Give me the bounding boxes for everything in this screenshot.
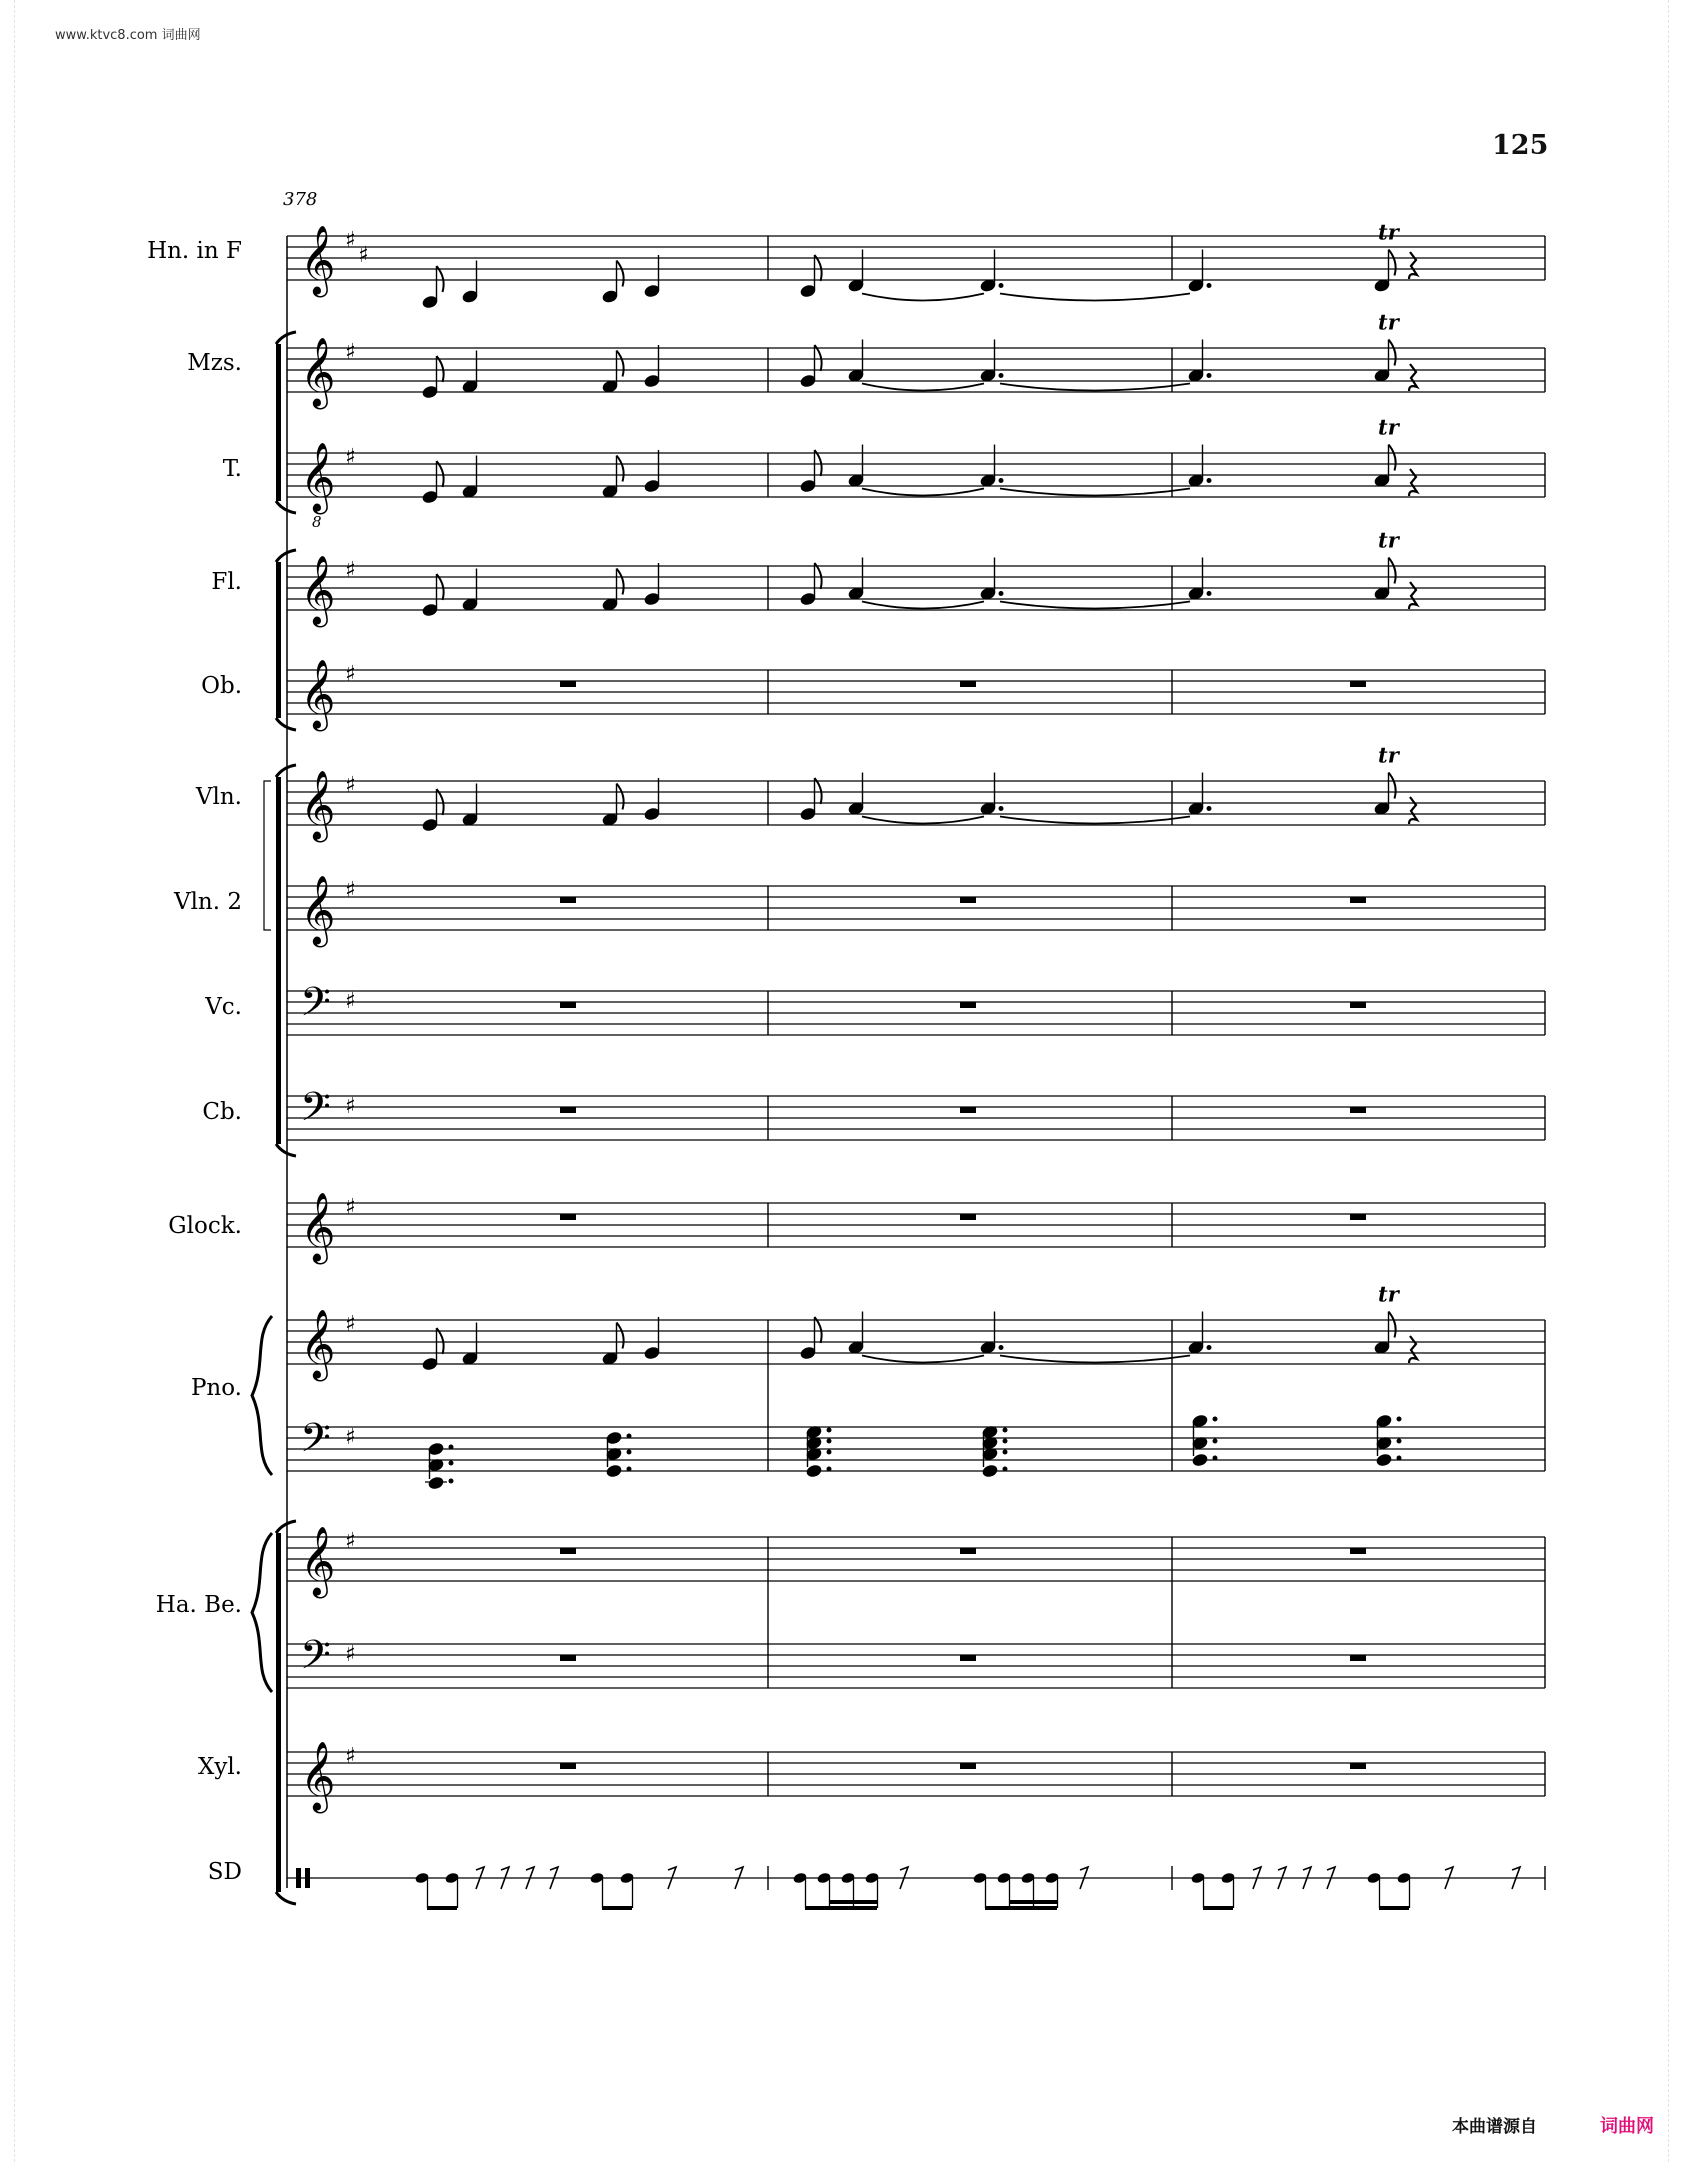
whole-rest — [560, 897, 576, 903]
sharp-icon: ♯ — [345, 1094, 356, 1119]
augmentation-dot — [449, 1461, 454, 1466]
bracket-bottom-hook — [276, 718, 296, 730]
trill-mark: tr — [1378, 309, 1399, 335]
footer-brand[interactable]: 词曲网 — [1600, 2116, 1654, 2137]
treble-clef-icon: 𝄞 — [300, 1741, 336, 1811]
tie — [1000, 294, 1190, 301]
sharp-icon: ♯ — [345, 989, 356, 1014]
whole-rest — [560, 681, 576, 687]
sharp-icon: ♯ — [345, 773, 356, 798]
augmentation-dot — [999, 591, 1004, 596]
staff — [287, 659, 1545, 731]
whole-rest — [960, 1107, 976, 1113]
whole-rest — [560, 1214, 576, 1220]
staff-label: Pno. — [190, 1375, 242, 1401]
augmentation-dot — [1213, 1439, 1218, 1444]
treble-clef-icon: 𝄞 — [300, 1309, 336, 1379]
staff — [287, 225, 1545, 297]
flag — [437, 461, 444, 487]
augmentation-dot — [1207, 283, 1212, 288]
bracket-top-hook — [276, 550, 296, 562]
beam — [1009, 1900, 1057, 1904]
trill-mark: tr — [1378, 414, 1399, 440]
flag — [617, 1323, 624, 1349]
staff-label: T. — [222, 456, 242, 482]
percussion-clef-icon — [305, 1868, 310, 1888]
augmentation-dot — [1397, 1439, 1402, 1444]
augmentation-dot — [1207, 806, 1212, 811]
staff — [287, 337, 1545, 409]
whole-rest — [1350, 1002, 1366, 1008]
flag — [617, 351, 624, 377]
staff — [287, 1741, 1545, 1813]
measure-number: 378 — [283, 189, 318, 210]
bracket-bar — [276, 562, 281, 718]
staff — [287, 1309, 1545, 1381]
quarter-rest — [1409, 797, 1417, 824]
tie — [862, 1356, 984, 1363]
quarter-rest — [1409, 582, 1417, 609]
sharp-icon: ♯ — [345, 1425, 356, 1450]
trill-mark: tr — [1378, 527, 1399, 553]
whole-rest — [960, 1002, 976, 1008]
flag — [815, 255, 822, 281]
augmentation-dot — [1207, 1345, 1212, 1350]
flag — [437, 789, 444, 815]
sharp-icon: ♯ — [345, 662, 356, 687]
tie — [1000, 489, 1190, 496]
staff-label: Ha. Be. — [155, 1592, 242, 1618]
beam — [602, 1906, 632, 1910]
whole-rest — [960, 1655, 976, 1661]
tie — [1000, 1356, 1190, 1363]
flag — [437, 266, 444, 292]
flag — [1389, 250, 1396, 276]
flag — [437, 356, 444, 382]
sharp-icon: ♯ — [358, 243, 369, 268]
whole-rest — [1350, 1107, 1366, 1113]
treble-clef-icon: 𝄞 — [300, 770, 336, 840]
piano-brace — [252, 1316, 272, 1475]
augmentation-dot — [1003, 1439, 1008, 1444]
augmentation-dot — [999, 806, 1004, 811]
staff — [287, 555, 1545, 627]
whole-rest — [560, 1655, 576, 1661]
augmentation-dot — [1003, 1450, 1008, 1455]
quarter-rest — [1409, 1336, 1417, 1363]
quarter-rest — [1409, 252, 1417, 279]
bracket-top-hook — [276, 332, 296, 344]
whole-rest — [960, 1548, 976, 1554]
staff — [287, 1868, 1545, 1888]
tie — [862, 817, 984, 824]
tie — [1000, 817, 1190, 824]
quarter-rest — [1409, 364, 1417, 391]
harp-brace — [252, 1533, 272, 1692]
bass-clef-icon: 𝄢 — [300, 1084, 331, 1140]
violins-subbracket — [264, 781, 271, 930]
flag — [815, 450, 822, 476]
whole-rest — [960, 681, 976, 687]
flag — [617, 569, 624, 595]
tie — [862, 384, 984, 391]
beam — [829, 1900, 877, 1904]
flag — [815, 778, 822, 804]
bracket-bottom-hook — [276, 501, 296, 513]
staff — [287, 770, 1545, 842]
treble-clef-icon: 𝄞 — [300, 1192, 336, 1262]
augmentation-dot — [449, 1445, 454, 1450]
sharp-icon: ♯ — [345, 1529, 356, 1554]
whole-rest — [560, 1107, 576, 1113]
augmentation-dot — [627, 1434, 632, 1439]
bracket-bottom-hook — [276, 1144, 296, 1156]
bracket-bar — [276, 777, 281, 1144]
augmentation-dot — [999, 478, 1004, 483]
staff-label: Vln. — [195, 784, 242, 810]
whole-rest — [560, 1002, 576, 1008]
staff — [287, 1415, 1545, 1471]
bracket-top-hook — [276, 765, 296, 777]
whole-rest — [960, 897, 976, 903]
augmentation-dot — [1213, 1417, 1218, 1422]
bracket-bar — [276, 344, 281, 501]
augmentation-dot — [627, 1467, 632, 1472]
sharp-icon: ♯ — [345, 340, 356, 365]
whole-rest — [1350, 681, 1366, 687]
augmentation-dot — [827, 1450, 832, 1455]
augmentation-dot — [1003, 1428, 1008, 1433]
augmentation-dot — [827, 1428, 832, 1433]
treble-clef-icon: 𝄞 — [300, 442, 336, 512]
treble-clef-icon: 𝄞 — [300, 225, 336, 295]
flag — [1389, 340, 1396, 366]
sharp-icon: ♯ — [345, 878, 356, 903]
bracket-top-hook — [276, 1521, 296, 1533]
treble-clef-icon: 𝄞 — [300, 1526, 336, 1596]
bass-clef-icon: 𝄢 — [300, 1632, 331, 1688]
augmentation-dot — [1207, 591, 1212, 596]
augmentation-dot — [999, 1345, 1004, 1350]
bracket-bar — [276, 1533, 281, 1892]
flag — [815, 563, 822, 589]
treble-clef-icon: 𝄞 — [300, 337, 336, 407]
beam — [1203, 1906, 1233, 1910]
augmentation-dot — [449, 1479, 454, 1484]
whole-rest — [560, 1548, 576, 1554]
flag — [617, 784, 624, 810]
tie — [862, 294, 984, 301]
flag — [815, 345, 822, 371]
whole-rest — [560, 1763, 576, 1769]
lower-bracket — [276, 1521, 296, 1904]
staff-label: Ob. — [201, 673, 242, 699]
staff — [287, 1526, 1545, 1598]
site-url[interactable]: www.ktvc8.com 词曲网 — [55, 28, 201, 43]
whole-rest — [1350, 1763, 1366, 1769]
flag — [617, 261, 624, 287]
augmentation-dot — [999, 373, 1004, 378]
augmentation-dot — [999, 283, 1004, 288]
beam — [985, 1906, 1057, 1910]
treble-clef-icon: 𝄞 — [300, 555, 336, 625]
treble-clef-icon: 𝄞 — [300, 875, 336, 945]
whole-rest — [960, 1763, 976, 1769]
trill-mark: tr — [1378, 219, 1399, 245]
augmentation-dot — [827, 1467, 832, 1472]
staff-label: Vc. — [205, 994, 242, 1020]
staff-label: Xyl. — [197, 1754, 242, 1780]
augmentation-dot — [1213, 1456, 1218, 1461]
staff-label: Fl. — [211, 569, 242, 595]
bracket-bottom-hook — [276, 1892, 296, 1904]
staff-label: Hn. in F — [147, 238, 242, 264]
flag — [437, 1328, 444, 1354]
whole-rest — [1350, 1214, 1366, 1220]
flag — [815, 1317, 822, 1343]
tie — [862, 602, 984, 609]
whole-rest — [960, 1214, 976, 1220]
sharp-icon: ♯ — [345, 1744, 356, 1769]
sharp-icon: ♯ — [345, 1195, 356, 1220]
staff — [287, 442, 1545, 531]
percussion-clef-icon — [296, 1868, 301, 1888]
tie — [1000, 384, 1190, 391]
treble-clef-icon: 𝄞 — [300, 659, 336, 729]
flag — [437, 574, 444, 600]
staff-label: Cb. — [202, 1099, 242, 1125]
strings-bracket — [276, 765, 296, 1156]
sharp-icon: ♯ — [345, 228, 356, 253]
tie — [862, 489, 984, 496]
flag — [1389, 558, 1396, 584]
flag — [617, 456, 624, 482]
beam — [427, 1906, 457, 1910]
beam — [1379, 1906, 1409, 1910]
augmentation-dot — [827, 1439, 832, 1444]
whole-rest — [1350, 1655, 1366, 1661]
staff-label: Mzs. — [187, 350, 242, 376]
augmentation-dot — [1397, 1456, 1402, 1461]
footer-source-text: 本曲谱源自 — [1452, 2117, 1537, 2137]
staff-label: Glock. — [168, 1213, 242, 1239]
page-number: 125 — [1492, 130, 1549, 161]
staff-label: SD — [207, 1859, 242, 1885]
beam — [805, 1906, 877, 1910]
sharp-icon: ♯ — [345, 558, 356, 583]
whole-rest — [1350, 1548, 1366, 1554]
staff — [287, 875, 1545, 947]
bass-clef-icon: 𝄢 — [300, 979, 331, 1035]
augmentation-dot — [627, 1450, 632, 1455]
tie — [1000, 602, 1190, 609]
augmentation-dot — [1003, 1467, 1008, 1472]
augmentation-dot — [1207, 373, 1212, 378]
flag — [1389, 773, 1396, 799]
staff — [287, 1192, 1545, 1264]
sharp-icon: ♯ — [345, 1312, 356, 1337]
octave-mark: 8 — [312, 513, 322, 531]
flag — [1389, 445, 1396, 471]
trill-mark: tr — [1378, 742, 1399, 768]
staff-label: Vln. 2 — [173, 889, 242, 915]
bass-clef-icon: 𝄢 — [300, 1415, 331, 1471]
sharp-icon: ♯ — [345, 1642, 356, 1667]
trill-mark: tr — [1378, 1281, 1399, 1307]
quarter-rest — [1409, 469, 1417, 496]
augmentation-dot — [1397, 1417, 1402, 1422]
whole-rest — [1350, 897, 1366, 903]
sharp-icon: ♯ — [345, 445, 356, 470]
augmentation-dot — [1207, 478, 1212, 483]
flag — [1389, 1312, 1396, 1338]
